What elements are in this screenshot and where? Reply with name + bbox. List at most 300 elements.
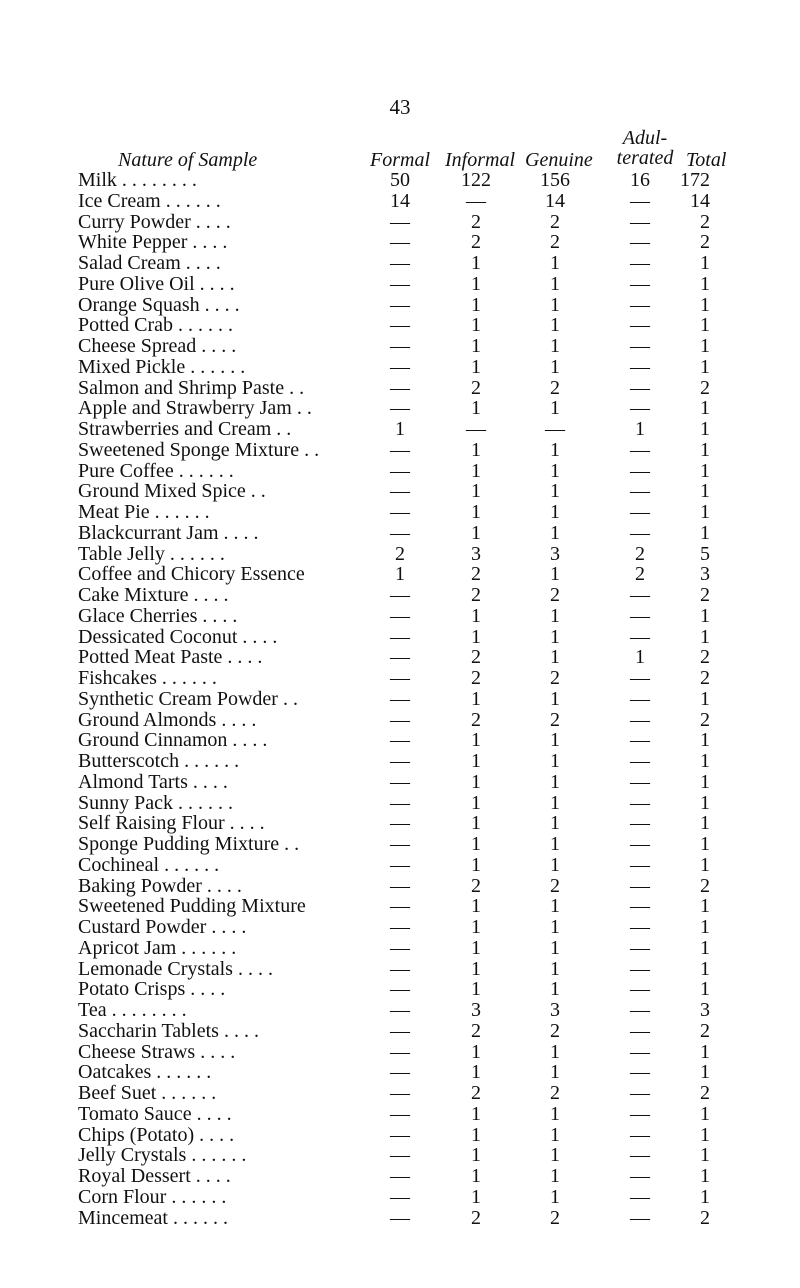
sample-name: Potted Meat Paste . . . . [78, 646, 263, 669]
informal-count: 2 [471, 1082, 481, 1104]
total-count: 1 [700, 957, 710, 980]
header-nature-of-sample: Nature of Sample [118, 149, 258, 171]
formal-count: — [390, 999, 410, 1021]
total-count: 2 [700, 1082, 710, 1104]
formal-count: — [390, 293, 410, 316]
sample-name: Apricot Jam . . . . . . [78, 936, 237, 959]
sample-name: Salmon and Shrimp Paste . . [78, 376, 305, 399]
sample-name: Sponge Pudding Mixture . . [78, 833, 300, 855]
genuine-count: 2 [550, 584, 560, 606]
header-informal: Informal [445, 149, 515, 171]
informal-count: 122 [461, 169, 491, 191]
formal-count: — [390, 1185, 410, 1208]
formal-count: — [390, 376, 410, 399]
page-number: 43 [389, 95, 411, 119]
total-count: 1 [700, 418, 710, 440]
sample-name: Ground Mixed Spice . . [78, 480, 266, 503]
table-row [0, 481, 800, 502]
table-row [0, 1125, 800, 1146]
sample-name: Coffee and Chicory Essence [78, 563, 305, 586]
sample-name: Saccharin Tablets . . . . [78, 1019, 259, 1042]
table-row [0, 212, 800, 233]
adulterated-count: — [630, 293, 650, 316]
formal-count: — [390, 521, 410, 544]
formal-count: — [390, 355, 410, 378]
genuine-count: 1 [550, 916, 560, 938]
header-adulterated-line2: terated [616, 147, 674, 169]
sample-name: Salad Cream . . . . [78, 252, 221, 274]
sample-name: Cheese Straws . . . . [78, 1040, 236, 1063]
table-row [0, 730, 800, 751]
informal-count: 1 [471, 335, 481, 357]
genuine-count: 1 [550, 501, 560, 523]
genuine-count: 2 [550, 1206, 560, 1229]
adulterated-count: — [630, 272, 650, 295]
formal-count: — [390, 1123, 410, 1146]
formal-count: 1 [395, 418, 405, 440]
sample-name: Sweetened Sponge Mixture . . [78, 438, 320, 461]
table-row [0, 855, 800, 876]
genuine-count: 2 [550, 667, 560, 689]
genuine-count: 1 [550, 687, 560, 710]
adulterated-count: — [630, 812, 650, 835]
sample-name: Fishcakes . . . . . . [78, 667, 217, 689]
adulterated-count: — [630, 625, 650, 648]
informal-count: 1 [471, 1185, 481, 1208]
table-row [0, 461, 800, 482]
table-row [0, 710, 800, 731]
sample-name: Mixed Pickle . . . . . . [78, 355, 246, 378]
informal-count: 2 [471, 1019, 481, 1042]
formal-count: — [390, 625, 410, 648]
genuine-count: 14 [545, 189, 565, 212]
genuine-count: 2 [550, 1082, 560, 1104]
formal-count: — [390, 646, 410, 669]
table-row [0, 440, 800, 461]
formal-count: — [390, 1061, 410, 1084]
table-row [0, 627, 800, 648]
table-row [0, 1083, 800, 1104]
table-row [0, 1145, 800, 1166]
informal-count: 2 [471, 1206, 481, 1229]
adulterated-count: — [630, 895, 650, 918]
genuine-count: 1 [550, 978, 560, 1001]
adulterated-count: — [630, 501, 650, 523]
adulterated-count: — [630, 1206, 650, 1229]
genuine-count: 1 [550, 1040, 560, 1063]
sample-name: Synthetic Cream Powder . . [78, 687, 298, 710]
genuine-count: 1 [550, 563, 560, 586]
informal-count: 2 [471, 231, 481, 254]
formal-count: — [390, 397, 410, 420]
informal-count: 1 [471, 355, 481, 378]
informal-count: 3 [471, 542, 481, 565]
sample-name: Pure Coffee . . . . . . [78, 459, 234, 482]
adulterated-count: — [630, 1185, 650, 1208]
total-count: 1 [700, 1165, 710, 1187]
adulterated-count: — [630, 1144, 650, 1167]
informal-count: 1 [471, 625, 481, 648]
genuine-count: 156 [540, 169, 570, 191]
adulterated-count: 1 [635, 418, 645, 440]
total-count: 2 [700, 667, 710, 689]
table-row [0, 689, 800, 710]
genuine-count: 1 [550, 1144, 560, 1167]
genuine-count: 1 [550, 335, 560, 357]
formal-count: — [390, 1082, 410, 1104]
table-row [0, 274, 800, 295]
sample-name: Sweetened Pudding Mixture [78, 895, 306, 918]
adulterated-count: — [630, 189, 650, 212]
genuine-count: 2 [550, 1019, 560, 1042]
adulterated-count: — [630, 314, 650, 337]
genuine-count: — [545, 418, 565, 440]
adulterated-count: — [630, 252, 650, 274]
total-count: 2 [700, 1206, 710, 1229]
total-count: 1 [700, 397, 710, 420]
genuine-count: 1 [550, 1102, 560, 1125]
formal-count: — [390, 501, 410, 523]
total-count: 2 [700, 874, 710, 897]
total-count: 1 [700, 770, 710, 793]
informal-count: 1 [471, 604, 481, 627]
genuine-count: 1 [550, 314, 560, 337]
genuine-count: 1 [550, 625, 560, 648]
adulterated-count: — [630, 1123, 650, 1146]
formal-count: — [390, 480, 410, 503]
total-count: 1 [700, 314, 710, 337]
sample-name: Almond Tarts . . . . [78, 770, 228, 793]
total-count: 1 [700, 604, 710, 627]
table-row [0, 793, 800, 814]
total-count: 2 [700, 646, 710, 669]
sample-name: Ground Cinnamon . . . . [78, 729, 268, 752]
table-row [0, 876, 800, 897]
table-row [0, 1000, 800, 1021]
informal-count: 2 [471, 646, 481, 669]
informal-count: 1 [471, 459, 481, 482]
table-row [0, 606, 800, 627]
total-count: 2 [700, 210, 710, 233]
adulterated-count: — [630, 916, 650, 938]
total-count: 172 [680, 169, 710, 191]
sample-name: Cheese Spread . . . . [78, 335, 237, 357]
genuine-count: 1 [550, 438, 560, 461]
genuine-count: 3 [550, 542, 560, 565]
genuine-count: 1 [550, 1061, 560, 1084]
total-count: 1 [700, 625, 710, 648]
sample-name: Tea . . . . . . . . [78, 999, 187, 1021]
header-adulterated-line1: Adul- [622, 127, 668, 149]
sample-name: Potted Crab . . . . . . [78, 314, 233, 337]
genuine-count: 1 [550, 252, 560, 274]
adulterated-count: — [630, 335, 650, 357]
genuine-count: 1 [550, 1165, 560, 1187]
sample-name: Glace Cherries . . . . [78, 604, 238, 627]
adulterated-count: — [630, 397, 650, 420]
total-count: 1 [700, 729, 710, 752]
adulterated-count: — [630, 687, 650, 710]
adulterated-count: — [630, 584, 650, 606]
table-row [0, 295, 800, 316]
genuine-count: 1 [550, 1123, 560, 1146]
adulterated-count: 2 [635, 563, 645, 586]
genuine-count: 1 [550, 293, 560, 316]
table-row [0, 315, 800, 336]
sample-name: Butterscotch . . . . . . [78, 750, 240, 772]
informal-count: 1 [471, 1165, 481, 1187]
formal-count: — [390, 770, 410, 793]
adulterated-count: — [630, 729, 650, 752]
sample-name: Pure Olive Oil . . . . [78, 272, 235, 295]
informal-count: 2 [471, 584, 481, 606]
informal-count: 2 [471, 210, 481, 233]
sample-name: Strawberries and Cream . . [78, 418, 292, 440]
formal-count: — [390, 916, 410, 938]
total-count: 1 [700, 252, 710, 274]
genuine-count: 1 [550, 957, 560, 980]
formal-count: — [390, 1206, 410, 1229]
formal-count: — [390, 272, 410, 295]
adulterated-count: — [630, 936, 650, 959]
informal-count: 1 [471, 501, 481, 523]
formal-count: 14 [390, 189, 410, 212]
informal-count: 2 [471, 708, 481, 731]
sample-name: Royal Dessert . . . . [78, 1165, 231, 1187]
informal-count: 1 [471, 314, 481, 337]
table-row [0, 585, 800, 606]
sample-name: Self Raising Flour . . . . [78, 812, 265, 835]
table-row [0, 357, 800, 378]
sample-name: Dessicated Coconut . . . . [78, 625, 278, 648]
genuine-count: 1 [550, 646, 560, 669]
table-row [0, 917, 800, 938]
table-row [0, 896, 800, 917]
table-row [0, 191, 800, 212]
adulterated-count: — [630, 791, 650, 814]
formal-count: — [390, 252, 410, 274]
informal-count: 1 [471, 770, 481, 793]
genuine-count: 1 [550, 770, 560, 793]
formal-count: — [390, 231, 410, 254]
informal-count: 1 [471, 438, 481, 461]
total-count: 2 [700, 584, 710, 606]
informal-count: 1 [471, 916, 481, 938]
formal-count: — [390, 874, 410, 897]
adulterated-count: — [630, 355, 650, 378]
formal-count: — [390, 1102, 410, 1125]
total-count: 2 [700, 1019, 710, 1042]
sample-name: Ground Almonds . . . . [78, 708, 257, 731]
sample-name: Potato Crisps . . . . [78, 978, 226, 1001]
genuine-count: 1 [550, 791, 560, 814]
sample-name: Curry Powder . . . . [78, 210, 231, 233]
total-count: 1 [700, 853, 710, 876]
genuine-count: 1 [550, 355, 560, 378]
table-row [0, 813, 800, 834]
informal-count: 1 [471, 1040, 481, 1063]
genuine-count: 1 [550, 729, 560, 752]
genuine-count: 2 [550, 874, 560, 897]
table-row [0, 1021, 800, 1042]
informal-count: 1 [471, 750, 481, 772]
informal-count: 1 [471, 853, 481, 876]
sample-name: White Pepper . . . . [78, 231, 228, 254]
total-count: 1 [700, 272, 710, 295]
sample-name: Beef Suet . . . . . . [78, 1082, 217, 1104]
formal-count: — [390, 957, 410, 980]
total-count: 3 [700, 999, 710, 1021]
formal-count: — [390, 667, 410, 689]
formal-count: — [390, 895, 410, 918]
table-row [0, 1166, 800, 1187]
table-row [0, 1042, 800, 1063]
table-row [0, 170, 800, 191]
sample-name: Mincemeat . . . . . . [78, 1206, 228, 1229]
sample-name: Blackcurrant Jam . . . . [78, 521, 259, 544]
formal-count: — [390, 438, 410, 461]
table-row [0, 502, 800, 523]
formal-count: — [390, 853, 410, 876]
formal-count: — [390, 812, 410, 835]
genuine-count: 1 [550, 895, 560, 918]
table-row [0, 523, 800, 544]
adulterated-count: 16 [630, 169, 650, 191]
total-count: 1 [700, 791, 710, 814]
adulterated-count: — [630, 1102, 650, 1125]
sample-name: Milk . . . . . . . . [78, 169, 197, 191]
total-count: 1 [700, 978, 710, 1001]
header-total: Total [686, 149, 727, 171]
header-formal: Formal [370, 149, 430, 171]
sample-name: Apple and Strawberry Jam . . [78, 397, 312, 420]
informal-count: 1 [471, 895, 481, 918]
total-count: 1 [700, 895, 710, 918]
sample-name: Table Jelly . . . . . . [78, 542, 225, 565]
total-count: 1 [700, 833, 710, 855]
adulterated-count: — [630, 210, 650, 233]
table-row [0, 419, 800, 440]
formal-count: — [390, 604, 410, 627]
table-row [0, 564, 800, 585]
formal-count: — [390, 335, 410, 357]
informal-count: 1 [471, 729, 481, 752]
total-count: 1 [700, 438, 710, 461]
genuine-count: 1 [550, 936, 560, 959]
informal-count: 1 [471, 687, 481, 710]
informal-count: 1 [471, 1102, 481, 1125]
formal-count: — [390, 936, 410, 959]
informal-count: 1 [471, 1123, 481, 1146]
total-count: 1 [700, 1061, 710, 1084]
total-count: 1 [700, 1144, 710, 1167]
total-count: 1 [700, 480, 710, 503]
formal-count: — [390, 791, 410, 814]
sample-name: Cake Mixture . . . . [78, 584, 229, 606]
adulterated-count: — [630, 1082, 650, 1104]
table-row [0, 232, 800, 253]
sample-name: Jelly Crystals . . . . . . [78, 1144, 247, 1167]
sample-name: Lemonade Crystals . . . . [78, 957, 273, 980]
informal-count: — [466, 418, 486, 440]
table-row [0, 1104, 800, 1125]
table-row [0, 1062, 800, 1083]
formal-count: — [390, 833, 410, 855]
informal-count: 2 [471, 667, 481, 689]
informal-count: 1 [471, 936, 481, 959]
genuine-count: 2 [550, 210, 560, 233]
informal-count: 2 [471, 874, 481, 897]
adulterated-count: — [630, 1165, 650, 1187]
total-count: 5 [700, 542, 710, 565]
adulterated-count: — [630, 750, 650, 772]
adulterated-count: 1 [635, 646, 645, 669]
genuine-count: 1 [550, 833, 560, 855]
table-row [0, 938, 800, 959]
table-row [0, 253, 800, 274]
genuine-count: 2 [550, 708, 560, 731]
total-count: 1 [700, 293, 710, 316]
adulterated-count: — [630, 459, 650, 482]
adulterated-count: — [630, 1040, 650, 1063]
sample-name: Cochineal . . . . . . [78, 853, 220, 876]
formal-count: 1 [395, 563, 405, 586]
informal-count: 2 [471, 376, 481, 399]
sample-name: Custard Powder . . . . [78, 916, 247, 938]
total-count: 1 [700, 916, 710, 938]
formal-count: — [390, 210, 410, 233]
informal-count: 2 [471, 563, 481, 586]
genuine-count: 2 [550, 376, 560, 399]
adulterated-count: — [630, 999, 650, 1021]
header-genuine: Genuine [525, 149, 593, 171]
formal-count: — [390, 584, 410, 606]
total-count: 1 [700, 335, 710, 357]
genuine-count: 1 [550, 604, 560, 627]
adulterated-count: 2 [635, 542, 645, 565]
adulterated-count: — [630, 708, 650, 731]
total-count: 1 [700, 459, 710, 482]
sample-name: Oatcakes . . . . . . [78, 1061, 212, 1084]
total-count: 3 [700, 563, 710, 586]
genuine-count: 1 [550, 397, 560, 420]
informal-count: 1 [471, 1144, 481, 1167]
total-count: 2 [700, 231, 710, 254]
genuine-count: 1 [550, 459, 560, 482]
genuine-count: 1 [550, 1185, 560, 1208]
total-count: 1 [700, 1123, 710, 1146]
formal-count: — [390, 708, 410, 731]
total-count: 1 [700, 812, 710, 835]
total-count: 1 [700, 687, 710, 710]
table-row [0, 336, 800, 357]
informal-count: 1 [471, 272, 481, 295]
genuine-count: 1 [550, 521, 560, 544]
sample-name: Corn Flour . . . . . . [78, 1185, 227, 1208]
total-count: 1 [700, 355, 710, 378]
informal-count: 1 [471, 833, 481, 855]
genuine-count: 1 [550, 750, 560, 772]
header-adulterated [605, 128, 685, 168]
adulterated-count: — [630, 604, 650, 627]
adulterated-count: — [630, 667, 650, 689]
formal-count: — [390, 729, 410, 752]
adulterated-count: — [630, 833, 650, 855]
samples-table [0, 170, 800, 1228]
table-row [0, 378, 800, 399]
informal-count: 1 [471, 480, 481, 503]
table-row [0, 647, 800, 668]
